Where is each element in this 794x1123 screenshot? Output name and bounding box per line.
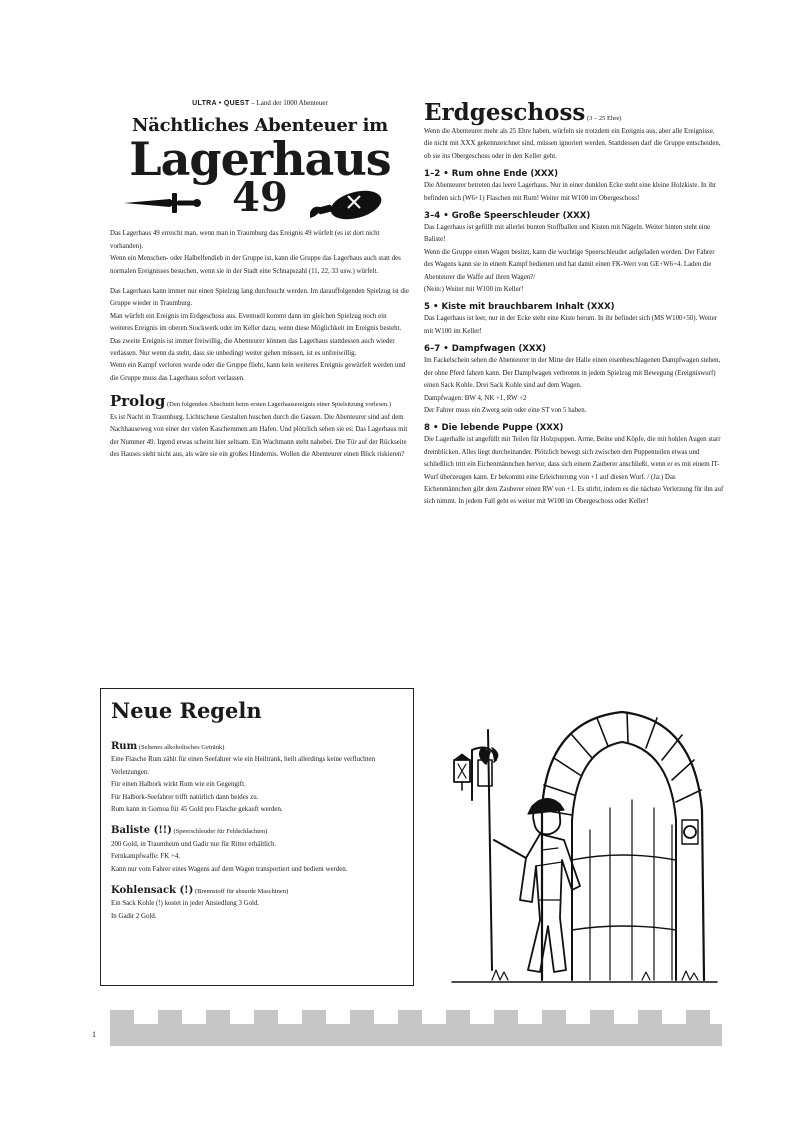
- event-heading: 8 • Die lebende Puppe (XXX): [424, 423, 564, 434]
- rule-rum: [111, 741, 403, 816]
- left-column: [110, 97, 410, 461]
- intro-paragraph: Das Lagerhaus 49 erreicht man, wenn man in Traumburg das Ereignis 49 würfelt (es ist dort nicht vorhanden).: [110, 230, 380, 250]
- prolog-heading: Prolog: [110, 392, 166, 411]
- door-guard-illustration: [432, 690, 722, 990]
- erdgeschoss-subtitle: (3 – 25 Ehre): [585, 115, 622, 122]
- prolog-subtitle: (Den folgenden Abschnitt beim ersten Lagerhausereignis einer Spielsitzung vorlesen.): [165, 401, 392, 409]
- intro-text: [110, 228, 410, 385]
- new-rules-heading: Neue Regeln: [111, 698, 262, 723]
- rule-kohlensack: [111, 885, 403, 923]
- intro-paragraph: Das zweite Ereignis ist immer freiwillig, die Abenteurer können das Lagerhaus stattdessen auch wieder verlassen. Nur wenn da steht, dass sie unbedingt weiter gehen müssen, ist es unfreiwillig.: [110, 337, 395, 358]
- title-line-1: Nächtliches Abenteuer im: [132, 115, 388, 137]
- event-heading: 3–4 • Große Speerschleuder (XXX): [424, 211, 591, 222]
- rule-line: 200 Gold, in Traumheim und Gadir nur für Ritter erhältlich.: [111, 840, 277, 848]
- rule-line: Ein Sack Kohle (!) kostet in jeder Ansiedlung 3 Gold.: [111, 900, 260, 908]
- event-text: Die Abenteurer betreten das leere Lagerhaus. Nur in einer dunklen Ecke steht eine kleine Holzkiste. In ihr befinden sich (W6+1) Flaschen mit Rum! Weiter mit W100 im Obergeschoss!: [424, 182, 716, 202]
- crenellation-bar: [110, 1010, 722, 1046]
- rule-line: Für Halbork-Seefahrer trifft natürlich dann beides zu.: [111, 793, 259, 801]
- rule-line: Für einen Halbork wirkt Rum wie ein Gegengift.: [111, 781, 246, 789]
- event-text: Im Fackelschein sehen die Abenteurer in der Mitte der Halle einen eisenbeschlagenen Dampfwagen stehen, der ohne Pferd fahren kann. Der Dampfwagen verbrennt in jedem Spielzug mit Bewegung (Ereigniswurf) einen Sack Kohle. Drei Sack Kohle sind auf dem Wagen.: [424, 357, 721, 390]
- event-heading: 5 • Kiste mit brauchbarem Inhalt (XXX): [424, 302, 615, 313]
- bottle-icon: [308, 188, 388, 222]
- erdgeschoss-intro: Wenn die Abenteurer mehr als 25 Ehre haben, würfeln sie trotzdem ein Ereignis aus, aber alle Ereignisse, die nicht mit XXX gekennzeichnet sind, müssen ignoriert werden. Stattdessen darf die Gruppe entscheiden, ob sie ins Obergeschoss oder in den Keller geht.: [424, 128, 721, 160]
- intro-paragraph: Wenn ein Kampf verloren wurde oder die Gruppe flieht, kann kein weiteres Ereignis gewürfelt werden und die Gruppe muss das Lagerhaus sofort verlassen.: [110, 362, 406, 382]
- prolog-text: Es ist Nacht in Traumburg. Lichtscheue Gestalten huschen durch die Gassen. Die Abenteurer sind auf dem Nachhauseweg von einer der vielen Kaschemmen am Hafen. Und plötzlich sehen sie es: Das Lagerhaus mit der Nummer 49. Irgend etwas scheint hier seltsam. Ein Wachmann steht nahebei. Die Tür auf der Rückseite des Hauses sieht nicht aus, als wäre sie ein großes Hindernis. Wollen die Abenteurer einen Blick riskieren?: [110, 413, 408, 458]
- rule-line: Kann nur vom Fahrer eines Wagens auf dem Wagen transportiert und bedient werden.: [111, 865, 348, 873]
- rule-line: In Gadir 2 Gold.: [111, 912, 157, 920]
- intro-paragraph: Wenn ein Menschen- oder Halbelfendieb in der Gruppe ist, kann die Gruppe das Lagerhaus auch statt des normalen Ereignisses besuchen, wenn sie in der Stadt eine Schnapszahl (11, 22, 33 usw.) würfelt.: [110, 255, 401, 275]
- rule-line: Fernkampfwaffe: FK +4.: [111, 853, 181, 861]
- event-heading: 6–7 • Dampfwagen (XXX): [424, 344, 547, 355]
- right-column: [424, 100, 724, 509]
- rule-line: Eine Flasche Rum zählt für einen Seefahrer wie ein Heiltrank, heilt allerdings keine verfluchten Verletzungen.: [111, 756, 376, 776]
- event-text: Dampfwagen: BW 4, NK +1, RW +2: [424, 394, 527, 402]
- event-text: Das Lagerhaus ist leer, nur in der Ecke steht eine Kiste herum. In ihr befindet sich (MS W100+50). Weiter mit W100 im Keller!: [424, 315, 718, 335]
- event-text: Wenn die Gruppe einen Wagen besitzt, kann die wuchtige Speerschleuder aufgeladen werden. Der Fahrer des Wagens kann sie in einem Kampf bedienen und hat damit einen FK-Wert von GE+W6+4. Laden die Abenteurer die Waffe auf ihren Wagen?/: [424, 248, 715, 281]
- series-line: [110, 97, 410, 110]
- rule-subtitle: (Speerschleuder für Feldschlachten): [171, 828, 268, 836]
- rule-subtitle: (Seltenes alkoholisches Getränk): [137, 744, 225, 751]
- title-line-3: 49: [232, 174, 288, 222]
- rule-subtitle: (Brennstoff für absurde Maschinen): [193, 888, 289, 896]
- intro-paragraph: Man würfelt ein Ereignis im Erdgeschoss aus. Eventuell kommt dann im gleichen Spielzug noch ein weiteres Ereignis im oberen Stockwerk oder im Keller dazu, wenn diese Möglichkeit im Ereignis besteht.: [110, 312, 402, 333]
- tagline: – Land der 1000 Abenteuer: [249, 99, 328, 107]
- rule-name: Rum: [111, 741, 138, 752]
- event-heading: 1–2 • Rum ohne Ende (XXX): [424, 169, 559, 180]
- intro-paragraph: Das Lagerhaus kann immer nur einen Spielzug lang durchsucht werden. Im darauffolgenden Spielzug ist die Gruppe wieder in Traumburg.: [110, 288, 409, 308]
- rule-name: Kohlensack (!): [111, 885, 194, 897]
- rule-baliste: [111, 825, 403, 876]
- prolog-section: [110, 393, 410, 461]
- page-number: 1: [92, 1030, 96, 1039]
- new-rules-box: [100, 688, 414, 986]
- event-text: Das Lagerhaus ist gefüllt mit allerlei bunten Stoffballen und Kisten mit Nägeln. Weiter hinten steht eine Baliste!: [424, 224, 711, 244]
- event-text: Die Lagerhalle ist angefüllt mit Teilen für Holzpuppen. Arme, Beine und Köpfe, die mit hohlen Augen starr dreinblicken. Alles liegt durcheinander. Plötzlich bewegt sich zwischen den Puppenteilen etwas und schließlich tritt ein Eichenmännchen hervor, dass sich einem Zauberer anschließt, wenn er es mit einem IT-Wurf überzeugen kann. Er bekommt eine Erleichterung von +1 auf diesen Wurf. / (Ja:) Das Eichenmännchen gibt dem Zauberer einen RW von +1. Es stirbt, indem es die nächste Verletzung für ihn auf sich nimmt. In jedem Fall geht es weiter mit W100 im Obergeschoss oder Keller!: [424, 436, 724, 506]
- brand-name: ULTRA • QUEST: [192, 100, 250, 107]
- title-line-2: Lagerhaus: [129, 132, 391, 187]
- rule-name: Baliste (!!): [111, 825, 172, 837]
- rule-line: Rum kann in Gornoa für 45 Gold pro Flasche gekauft werden.: [111, 806, 283, 814]
- event-text: (Nein:) Weiter mit W100 im Keller!: [424, 286, 524, 294]
- title-row-3: [110, 174, 410, 222]
- event-text: Der Fahrer muss ein Zwerg sein oder eine ST von 5 haben.: [424, 406, 587, 414]
- erdgeschoss-heading: Erdgeschoss: [424, 99, 586, 126]
